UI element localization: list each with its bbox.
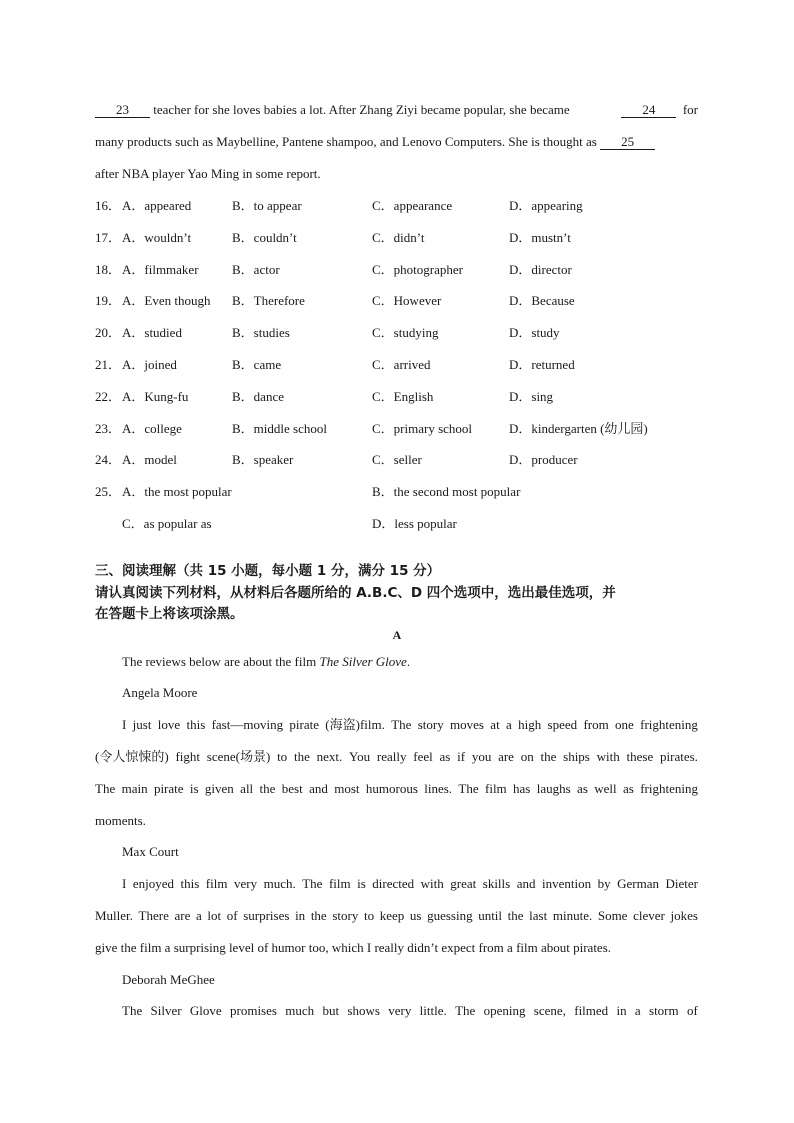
option-c: C．didn’t bbox=[372, 230, 425, 245]
option-c: C．photographer bbox=[372, 262, 463, 277]
word: just bbox=[132, 717, 152, 732]
option-a: A．model bbox=[122, 452, 177, 467]
word: The bbox=[122, 1003, 143, 1018]
option-d: D．mustn’t bbox=[509, 230, 571, 245]
review-2-line-2 bbox=[95, 908, 698, 924]
word: as bbox=[577, 781, 588, 796]
reviewer-name-1: Angela Moore bbox=[122, 685, 198, 700]
word: moves bbox=[450, 717, 484, 732]
word: invention bbox=[542, 876, 592, 891]
word: if bbox=[457, 749, 466, 764]
option-c: C．arrived bbox=[372, 357, 431, 372]
word: pirate bbox=[289, 717, 319, 732]
word: keep bbox=[379, 908, 405, 923]
word: Glove bbox=[189, 1003, 222, 1018]
review-1-line-2 bbox=[95, 749, 698, 765]
word: these bbox=[626, 749, 654, 764]
question-number: 23． bbox=[95, 421, 122, 436]
option-b: B．Therefore bbox=[232, 293, 305, 308]
word: clever bbox=[633, 908, 665, 923]
word: the bbox=[507, 908, 524, 923]
option-a: A．appeared bbox=[122, 198, 192, 213]
word: is bbox=[357, 876, 366, 891]
word: You bbox=[349, 749, 371, 764]
option-a: A．Kung-fu bbox=[122, 389, 189, 404]
review-2-line-3: give the film a surprising level of humor too, which I really didn’t expect from a film about pirates. bbox=[95, 940, 612, 955]
word: high bbox=[518, 717, 542, 732]
option-d: D．producer bbox=[509, 452, 578, 467]
word: this bbox=[186, 717, 206, 732]
question-number: 20． bbox=[95, 325, 122, 340]
question-25 bbox=[95, 484, 705, 500]
blank-25: 25 bbox=[600, 135, 655, 150]
word: directed bbox=[372, 876, 415, 891]
word: There bbox=[138, 908, 169, 923]
word: as bbox=[439, 749, 451, 764]
review-1-line-4: moments. bbox=[95, 813, 146, 828]
cloze-line-1 bbox=[95, 102, 698, 118]
word: jokes bbox=[670, 908, 698, 923]
passage-label: A bbox=[392, 628, 402, 642]
section-instruction-1: 请认真阅读下列材料，从材料后各题所给的 A.B.C、D 四个选项中，选出最佳选项，并 bbox=[95, 585, 616, 601]
word: in bbox=[616, 1003, 627, 1018]
question-19 bbox=[95, 293, 705, 309]
review-3-line-1 bbox=[95, 1003, 698, 1019]
word: love bbox=[157, 717, 181, 732]
word: skills bbox=[482, 876, 511, 891]
option-b: B．to appear bbox=[232, 198, 302, 213]
word: and bbox=[309, 781, 328, 796]
word: The bbox=[391, 717, 412, 732]
option-b: B．couldn’t bbox=[232, 230, 297, 245]
word: next. bbox=[316, 749, 343, 764]
option-a: A．Even though bbox=[122, 293, 211, 308]
review-2-line-1 bbox=[95, 876, 698, 892]
blank-24: 24 bbox=[621, 103, 676, 118]
word: very bbox=[233, 876, 258, 891]
word: in bbox=[295, 908, 306, 923]
word: until bbox=[478, 908, 503, 923]
cloze-text-1b: for bbox=[682, 102, 698, 117]
question-number: 16． bbox=[95, 198, 122, 213]
word: given bbox=[204, 781, 234, 796]
word: The bbox=[302, 876, 323, 891]
word: a bbox=[195, 908, 202, 923]
word: on bbox=[520, 749, 534, 764]
word: and bbox=[516, 876, 536, 891]
word: great bbox=[450, 876, 477, 891]
question-20 bbox=[95, 325, 705, 341]
option-b: B．dance bbox=[232, 389, 284, 404]
word: of bbox=[226, 908, 238, 923]
question-24 bbox=[95, 452, 705, 468]
review-1-line-1 bbox=[95, 717, 698, 733]
option-d: D．returned bbox=[509, 357, 575, 372]
word: to bbox=[363, 908, 375, 923]
question-number: 18． bbox=[95, 262, 122, 277]
question-18 bbox=[95, 262, 705, 278]
word: pirates. bbox=[660, 749, 698, 764]
section-instruction-2: 在答题卡上将该项涂黑。 bbox=[95, 606, 244, 622]
question-17 bbox=[95, 230, 705, 246]
word: to bbox=[277, 749, 288, 764]
cloze-line-2 bbox=[95, 134, 698, 150]
film-title: The Silver Glove bbox=[319, 654, 407, 669]
word: very bbox=[388, 1003, 412, 1018]
word: The bbox=[458, 781, 479, 796]
word: the bbox=[259, 781, 276, 796]
word: a bbox=[634, 1003, 641, 1018]
option-c: C．as popular as bbox=[122, 516, 212, 531]
word: Silver bbox=[150, 1003, 182, 1018]
option-b: B．the second most popular bbox=[372, 484, 521, 499]
word: from bbox=[583, 717, 609, 732]
word: much bbox=[285, 1003, 315, 1018]
word: are bbox=[498, 749, 514, 764]
word: story bbox=[417, 717, 444, 732]
cloze-line-3: after NBA player Yao Ming in some report. bbox=[95, 166, 321, 181]
option-c: C．primary school bbox=[372, 421, 473, 436]
word: Dieter bbox=[665, 876, 698, 891]
word: film bbox=[205, 876, 228, 891]
option-a: A．joined bbox=[122, 357, 177, 372]
word: lot bbox=[207, 908, 222, 923]
option-a: A．college bbox=[122, 421, 182, 436]
section-title: 三、阅读理解（共 15 小题，每小题 1 分，满分 15 分） bbox=[95, 563, 441, 579]
word: much. bbox=[263, 876, 296, 891]
word: filmed bbox=[574, 1003, 609, 1018]
option-c: C．seller bbox=[372, 452, 422, 467]
word: scene, bbox=[533, 1003, 566, 1018]
option-c: C．English bbox=[372, 389, 434, 404]
word: all bbox=[240, 781, 254, 796]
word: ships bbox=[563, 749, 590, 764]
word: main bbox=[121, 781, 148, 796]
review-1-line-3 bbox=[95, 781, 698, 797]
word: the bbox=[293, 749, 310, 764]
question-23 bbox=[95, 421, 705, 437]
word: this bbox=[180, 876, 200, 891]
word: best bbox=[281, 781, 303, 796]
word: the bbox=[540, 749, 557, 764]
word: most bbox=[334, 781, 360, 796]
question-number: 17． bbox=[95, 230, 122, 245]
option-c: C．appearance bbox=[372, 198, 453, 213]
word: storm bbox=[649, 1003, 679, 1018]
word: frightening bbox=[640, 717, 698, 732]
word: pirate bbox=[153, 781, 184, 796]
option-a: A．the most popular bbox=[122, 484, 232, 499]
word: of bbox=[686, 1003, 698, 1018]
word: at bbox=[490, 717, 500, 732]
question-25-row-2 bbox=[95, 516, 705, 532]
word: (海盗)film. bbox=[325, 717, 385, 732]
word: promises bbox=[230, 1003, 277, 1018]
question-number: 25． bbox=[95, 484, 122, 499]
word: scene(场景) bbox=[206, 749, 271, 764]
word: with bbox=[420, 876, 444, 891]
reviewer-name-3: Deborah MeGhee bbox=[122, 972, 215, 987]
word: with bbox=[596, 749, 620, 764]
option-d: D．less popular bbox=[372, 516, 457, 531]
word: but bbox=[322, 1003, 340, 1018]
word: you bbox=[471, 749, 492, 764]
word: Some bbox=[597, 908, 628, 923]
option-c: C．However bbox=[372, 293, 442, 308]
blank-23: 23 bbox=[95, 103, 150, 118]
word: opening bbox=[483, 1003, 526, 1018]
reviewer-name-2: Max Court bbox=[122, 844, 179, 859]
option-b: B．middle school bbox=[232, 421, 327, 436]
cloze-text-1a: teacher for she loves babies a lot. After Zhang Ziyi became popular, she became bbox=[153, 102, 570, 117]
question-16 bbox=[95, 198, 705, 214]
option-d: D．sing bbox=[509, 389, 554, 404]
question-22 bbox=[95, 389, 705, 405]
question-number: 24． bbox=[95, 452, 122, 467]
word: enjoyed bbox=[132, 876, 174, 891]
word: has bbox=[513, 781, 531, 796]
word: I bbox=[122, 717, 127, 732]
word: last bbox=[529, 908, 548, 923]
question-number: 22． bbox=[95, 389, 122, 404]
word: Muller. bbox=[95, 908, 133, 923]
word: (令人惊悚的) bbox=[95, 749, 169, 764]
word: humorous bbox=[365, 781, 418, 796]
option-b: B．actor bbox=[232, 262, 280, 277]
word: surprises bbox=[243, 908, 290, 923]
option-d: D．Because bbox=[509, 293, 575, 308]
word: little. bbox=[419, 1003, 447, 1018]
option-a: A．filmmaker bbox=[122, 262, 199, 277]
word: speed bbox=[547, 717, 578, 732]
word: guessing bbox=[427, 908, 473, 923]
cloze-text-2: many products such as Maybelline, Pantene shampoo, and Lenovo Computers. She is thought as bbox=[95, 134, 597, 149]
word: shows bbox=[347, 1003, 380, 1018]
option-d: D．kindergarten (幼儿园) bbox=[509, 421, 648, 436]
word: as bbox=[623, 781, 634, 796]
word: The bbox=[455, 1003, 476, 1018]
question-number: 19． bbox=[95, 293, 122, 308]
question-number: 21． bbox=[95, 357, 122, 372]
option-d: D．study bbox=[509, 325, 560, 340]
word: German bbox=[617, 876, 659, 891]
word: frightening bbox=[640, 781, 698, 796]
word: fight bbox=[175, 749, 200, 764]
word: The bbox=[95, 781, 116, 796]
word: well bbox=[594, 781, 617, 796]
word: I bbox=[122, 876, 127, 891]
word: is bbox=[189, 781, 199, 796]
word: story bbox=[332, 908, 359, 923]
option-c: C．studying bbox=[372, 325, 439, 340]
word: a bbox=[506, 717, 512, 732]
option-d: D．appearing bbox=[509, 198, 583, 213]
option-b: B．came bbox=[232, 357, 282, 372]
option-a: A．wouldn’t bbox=[122, 230, 192, 245]
word: fast—moving bbox=[211, 717, 284, 732]
word: are bbox=[174, 908, 191, 923]
passage-intro: The reviews below are about the film The Silver Glove. bbox=[122, 654, 411, 669]
option-a: A．studied bbox=[122, 325, 182, 340]
option-b: B．speaker bbox=[232, 452, 294, 467]
word: laughs bbox=[536, 781, 571, 796]
option-b: B．studies bbox=[232, 325, 290, 340]
word: one bbox=[615, 717, 634, 732]
word: minute. bbox=[552, 908, 593, 923]
question-21 bbox=[95, 357, 705, 373]
word: feel bbox=[413, 749, 433, 764]
word: really bbox=[376, 749, 407, 764]
word: the bbox=[310, 908, 327, 923]
word: lines. bbox=[424, 781, 453, 796]
word: us bbox=[409, 908, 422, 923]
word: film bbox=[485, 781, 507, 796]
word: film bbox=[328, 876, 351, 891]
option-d: D．director bbox=[509, 262, 572, 277]
word: by bbox=[597, 876, 611, 891]
